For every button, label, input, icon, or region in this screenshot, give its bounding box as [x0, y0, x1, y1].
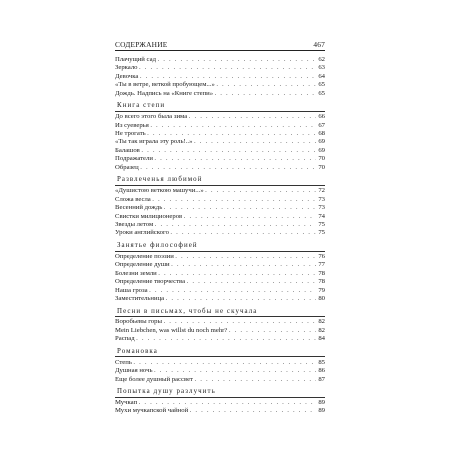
dot-leader: [141, 147, 315, 155]
entry-page-number: 70: [318, 163, 325, 171]
dot-leader: [147, 130, 315, 138]
entry-page-number: 68: [318, 130, 325, 138]
running-head-title: СОДЕРЖАНИЕ: [115, 40, 168, 49]
entry-page-number: 73: [318, 195, 325, 203]
dot-leader: [158, 270, 315, 278]
toc-entry: [115, 221, 325, 229]
dot-leader: [189, 113, 316, 121]
entry-page-number: 74: [318, 212, 325, 220]
toc-entry: [115, 270, 325, 278]
dot-leader: [190, 407, 316, 415]
toc-entry: [115, 138, 325, 146]
entry-page-number: 69: [318, 138, 325, 146]
section-rule: [115, 356, 325, 357]
dot-leader: [154, 155, 315, 163]
entry-page-number: 66: [318, 113, 325, 121]
section-rule: [115, 316, 325, 317]
entry-page-number: 65: [318, 81, 325, 89]
toc-entry: [115, 90, 325, 98]
entry-title: Душная ночь: [115, 367, 153, 375]
section-heading: Попытка душу разлучить: [117, 388, 216, 396]
toc-entry: [115, 122, 325, 130]
entry-page-number: 75: [318, 229, 325, 237]
toc-entry: [115, 287, 325, 295]
entry-page-number: 78: [318, 269, 325, 277]
dot-leader: [205, 187, 315, 195]
dot-leader: [175, 253, 315, 261]
entry-title: Определение поэзии: [115, 252, 174, 260]
entry-title: До всего этого была зима: [115, 113, 188, 121]
section-heading: Песни в письмах, чтобы не скучала: [117, 307, 258, 315]
toc-entry: [115, 73, 325, 81]
entry-title: Зеркало: [115, 64, 138, 72]
entry-title: Не трогать: [115, 130, 146, 138]
toc-entry: [115, 367, 325, 375]
entry-title: Mein Liebchen, was willst du noch mehr?: [115, 326, 228, 334]
entry-page-number: 89: [318, 407, 325, 415]
dot-leader: [136, 335, 315, 343]
toc-entry: [115, 147, 325, 155]
entry-title: Мучкап: [115, 398, 138, 406]
entry-title: Подражатели: [115, 155, 153, 163]
entry-title: Уроки английского: [115, 229, 169, 237]
dot-leader: [170, 229, 315, 237]
entry-title: Звезды летом: [115, 220, 154, 228]
toc-entry: [115, 253, 325, 261]
entry-page-number: 62: [318, 56, 325, 63]
toc-entry: [115, 204, 325, 212]
entry-title: Еще более душный рассвет: [115, 375, 193, 383]
dot-leader: [164, 204, 316, 212]
toc-entry: [115, 187, 325, 195]
page-number: 467: [313, 40, 325, 49]
entry-page-number: 76: [318, 252, 325, 260]
section-heading: Занятье философией: [117, 242, 198, 249]
dot-leader: [215, 90, 316, 98]
entry-title: Заместительница: [115, 294, 165, 302]
toc-entry: [115, 56, 325, 64]
entry-title: «Ты в ветре, веткой пробующем...»: [115, 81, 215, 89]
table-of-contents: [115, 56, 325, 416]
dot-leader: [194, 376, 315, 384]
entry-page-number: 69: [318, 146, 325, 154]
entry-title: Сложа весла: [115, 195, 151, 203]
toc-section: [115, 388, 325, 416]
entry-title: Из суеверья: [115, 121, 149, 129]
section-rule: [115, 111, 325, 112]
section-rule: [115, 397, 325, 398]
toc-entry: [115, 335, 325, 343]
toc-entry: [115, 130, 325, 138]
toc-entry: [115, 278, 325, 286]
entry-title: Весенний дождь: [115, 204, 163, 212]
toc-section: [115, 308, 325, 344]
section-heading: Романовка: [117, 347, 158, 355]
dot-leader: [166, 295, 316, 303]
toc-entry: [115, 229, 325, 237]
dot-leader: [216, 81, 315, 89]
toc-section: [115, 242, 325, 303]
entry-title: Определение творчества: [115, 278, 186, 286]
dot-leader: [152, 196, 315, 204]
toc-entry: [115, 318, 325, 326]
entry-title: Плачущий сад: [115, 56, 156, 63]
toc-entry: [115, 64, 325, 72]
entry-page-number: 80: [318, 294, 325, 302]
entry-page-number: 82: [318, 326, 325, 334]
entry-page-number: 64: [318, 72, 325, 80]
dot-leader: [184, 213, 316, 221]
entry-page-number: 77: [318, 261, 325, 269]
entry-title: Воробьевы горы: [115, 318, 162, 326]
dot-leader: [229, 327, 316, 335]
dot-leader: [187, 278, 316, 286]
entry-page-number: 67: [318, 121, 325, 129]
entry-title: «Душистою веткою машучи...»: [115, 187, 204, 195]
entry-page-number: 78: [318, 278, 325, 286]
entry-title: Балашов: [115, 146, 140, 154]
toc-entry: [115, 376, 325, 384]
toc-entry: [115, 196, 325, 204]
dot-leader: [150, 122, 315, 130]
running-head: [115, 40, 325, 49]
toc-entry: [115, 81, 325, 89]
toc-entry: [115, 164, 325, 172]
entry-page-number: 84: [318, 335, 325, 343]
toc-section: [115, 102, 325, 172]
entry-title: Наша гроза: [115, 286, 148, 294]
toc-entry: [115, 155, 325, 163]
entry-title: Образец: [115, 163, 139, 171]
toc-entry: [115, 295, 325, 303]
entry-page-number: 87: [318, 375, 325, 383]
dot-leader: [171, 261, 315, 269]
entry-title: Девочка: [115, 72, 139, 80]
toc-section: [115, 176, 325, 237]
toc-entry: [115, 113, 325, 121]
entry-title: «Ты так играла эту роль!..»: [115, 138, 193, 146]
entry-page-number: 72: [318, 187, 325, 195]
dot-leader: [133, 359, 315, 367]
entry-title: Болезни земли: [115, 269, 157, 277]
toc-section: [115, 348, 325, 384]
entry-page-number: 82: [318, 318, 325, 326]
entry-page-number: 70: [318, 155, 325, 163]
dot-leader: [139, 399, 316, 407]
toc-entry: [115, 261, 325, 269]
toc-entry: [115, 359, 325, 367]
dot-leader: [155, 221, 316, 229]
dot-leader: [164, 318, 316, 326]
toc-entry: [115, 407, 325, 415]
entry-title: Дождь. Надпись на «Книге степи»: [115, 89, 214, 97]
entry-title: Свистки милиционеров: [115, 212, 183, 220]
entry-page-number: 85: [318, 358, 325, 366]
toc-entry: [115, 399, 325, 407]
section-rule: [115, 251, 325, 252]
entry-title: Распад: [115, 335, 135, 343]
entry-page-number: 65: [318, 89, 325, 97]
dot-leader: [154, 367, 315, 375]
entry-page-number: 75: [318, 220, 325, 228]
toc-entry: [115, 213, 325, 221]
entry-title: Степь: [115, 358, 132, 366]
section-heading: Книга степи: [117, 102, 166, 110]
section-heading: Развлеченья любимой: [117, 176, 203, 184]
toc-entry: [115, 327, 325, 335]
entry-page-number: 79: [318, 286, 325, 294]
dot-leader: [140, 164, 315, 172]
dot-leader: [140, 73, 316, 81]
dot-leader: [194, 138, 316, 146]
entry-page-number: 86: [318, 367, 325, 375]
entry-title: Определение души: [115, 261, 170, 269]
entry-page-number: 63: [318, 64, 325, 72]
dot-leader: [157, 56, 315, 64]
dot-leader: [139, 64, 315, 72]
toc-section: [115, 56, 325, 98]
entry-page-number: 89: [318, 398, 325, 406]
entry-page-number: 73: [318, 204, 325, 212]
header-rule: [115, 50, 325, 51]
dot-leader: [149, 287, 315, 295]
entry-title: Мухи мучкапской чайной: [115, 407, 189, 415]
section-rule: [115, 185, 325, 186]
